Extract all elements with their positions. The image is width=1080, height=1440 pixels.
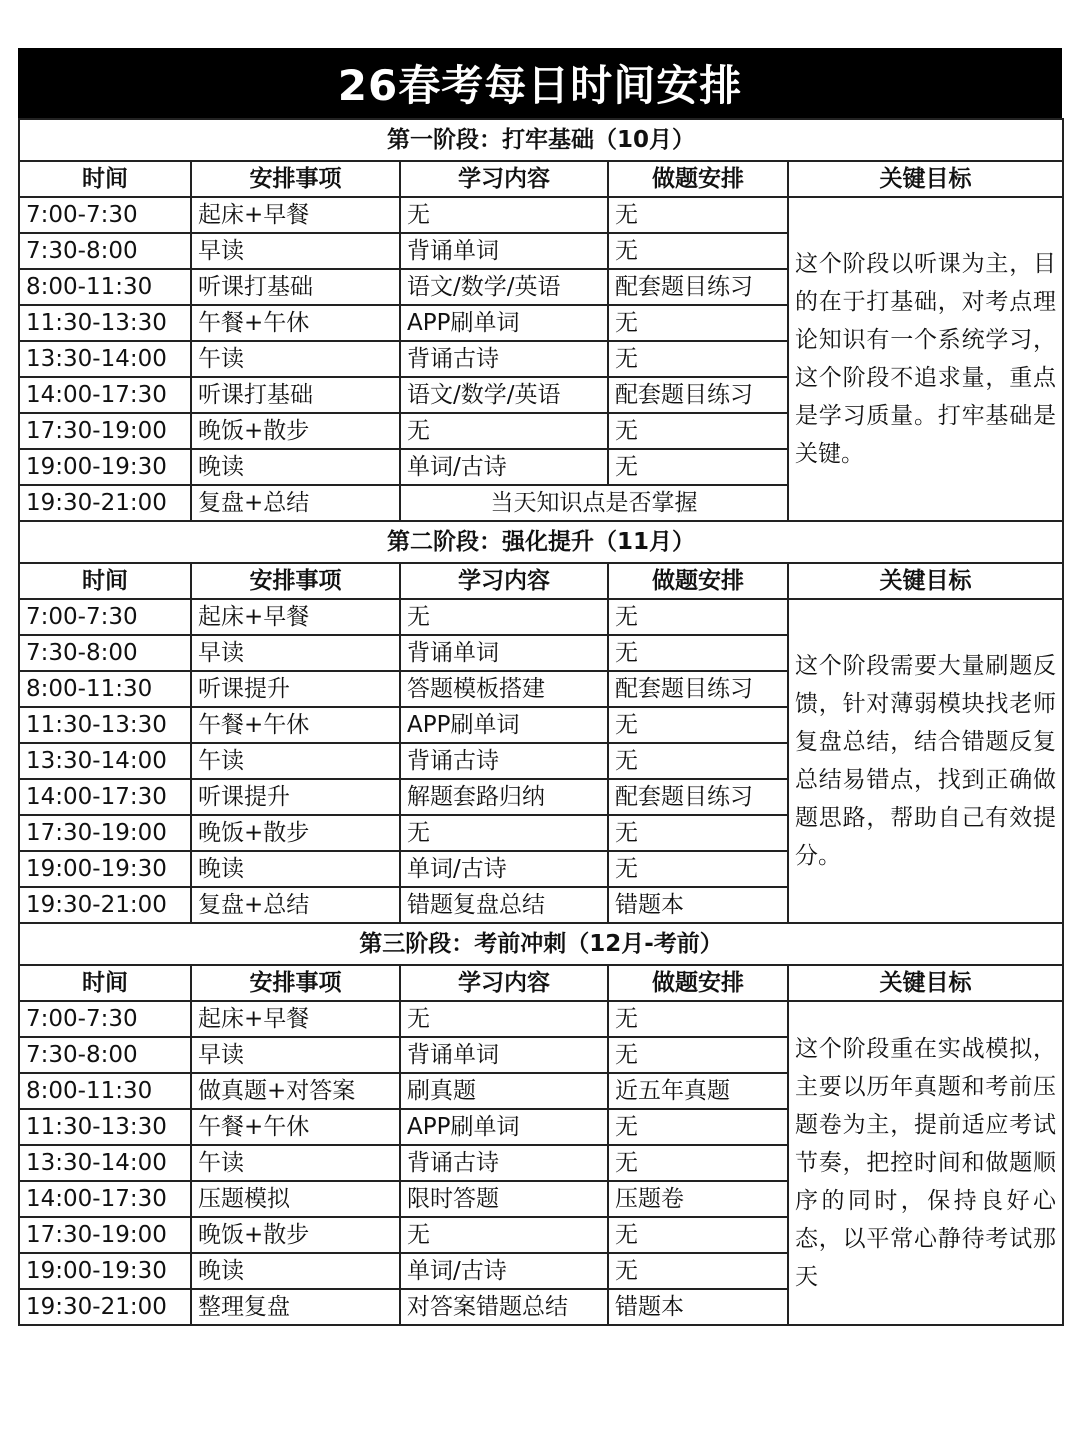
item-cell: 晚饭+散步 bbox=[191, 1217, 400, 1253]
item-cell: 听课打基础 bbox=[191, 269, 400, 305]
time-cell: 14:00-17:30 bbox=[19, 1181, 191, 1217]
item-cell: 做真题+对答案 bbox=[191, 1073, 400, 1109]
content-cell: 背诵单词 bbox=[400, 635, 608, 671]
item-cell: 晚读 bbox=[191, 851, 400, 887]
practice-cell: 错题本 bbox=[608, 1289, 788, 1325]
header-content: 学习内容 bbox=[400, 965, 608, 1001]
header-content: 学习内容 bbox=[400, 161, 608, 197]
time-cell: 7:00-7:30 bbox=[19, 599, 191, 635]
content-cell: 无 bbox=[400, 1001, 608, 1037]
practice-cell: 压题卷 bbox=[608, 1181, 788, 1217]
time-cell: 19:30-21:00 bbox=[19, 485, 191, 521]
practice-cell: 无 bbox=[608, 815, 788, 851]
practice-cell: 无 bbox=[608, 707, 788, 743]
header-row bbox=[19, 563, 1063, 599]
time-cell: 8:00-11:30 bbox=[19, 671, 191, 707]
practice-cell: 无 bbox=[608, 233, 788, 269]
practice-cell: 无 bbox=[608, 1145, 788, 1181]
item-cell: 整理复盘 bbox=[191, 1289, 400, 1325]
time-cell: 14:00-17:30 bbox=[19, 377, 191, 413]
content-cell: 无 bbox=[400, 197, 608, 233]
content-cell: 无 bbox=[400, 1217, 608, 1253]
content-cell: 背诵单词 bbox=[400, 1037, 608, 1073]
content-cell: 单词/古诗 bbox=[400, 1253, 608, 1289]
time-cell: 11:30-13:30 bbox=[19, 305, 191, 341]
time-cell: 11:30-13:30 bbox=[19, 1109, 191, 1145]
practice-cell: 配套题目练习 bbox=[608, 269, 788, 305]
practice-cell: 无 bbox=[608, 851, 788, 887]
item-cell: 听课提升 bbox=[191, 671, 400, 707]
header-item: 安排事项 bbox=[191, 965, 400, 1001]
item-cell: 听课提升 bbox=[191, 779, 400, 815]
header-goal: 关键目标 bbox=[788, 965, 1063, 1001]
content-cell: 刷真题 bbox=[400, 1073, 608, 1109]
header-row bbox=[19, 161, 1063, 197]
time-cell: 13:30-14:00 bbox=[19, 341, 191, 377]
content-cell: 无 bbox=[400, 599, 608, 635]
stage-title: 第一阶段：打牢基础（10月） bbox=[19, 119, 1063, 161]
time-cell: 11:30-13:30 bbox=[19, 707, 191, 743]
content-cell: 对答案错题总结 bbox=[400, 1289, 608, 1325]
content-cell: 答题模板搭建 bbox=[400, 671, 608, 707]
item-cell: 午餐+午休 bbox=[191, 707, 400, 743]
content-cell: 单词/古诗 bbox=[400, 851, 608, 887]
content-cell: 解题套路归纳 bbox=[400, 779, 608, 815]
time-cell: 7:30-8:00 bbox=[19, 635, 191, 671]
time-cell: 7:30-8:00 bbox=[19, 1037, 191, 1073]
practice-cell: 配套题目练习 bbox=[608, 671, 788, 707]
practice-cell: 无 bbox=[608, 635, 788, 671]
time-cell: 8:00-11:30 bbox=[19, 1073, 191, 1109]
time-cell: 19:30-21:00 bbox=[19, 1289, 191, 1325]
header-goal: 关键目标 bbox=[788, 563, 1063, 599]
time-cell: 7:00-7:30 bbox=[19, 197, 191, 233]
item-cell: 早读 bbox=[191, 635, 400, 671]
item-cell: 晚饭+散步 bbox=[191, 413, 400, 449]
time-cell: 17:30-19:00 bbox=[19, 1217, 191, 1253]
item-cell: 晚饭+散步 bbox=[191, 815, 400, 851]
practice-cell: 无 bbox=[608, 743, 788, 779]
item-cell: 午读 bbox=[191, 743, 400, 779]
schedule-table bbox=[18, 118, 1064, 1326]
header-content: 学习内容 bbox=[400, 563, 608, 599]
content-cell: 背诵单词 bbox=[400, 233, 608, 269]
practice-cell: 无 bbox=[608, 197, 788, 233]
time-cell: 17:30-19:00 bbox=[19, 413, 191, 449]
content-cell: 无 bbox=[400, 815, 608, 851]
item-cell: 晚读 bbox=[191, 449, 400, 485]
time-cell: 19:00-19:30 bbox=[19, 851, 191, 887]
practice-cell: 配套题目练习 bbox=[608, 779, 788, 815]
time-cell: 19:00-19:30 bbox=[19, 449, 191, 485]
item-cell: 午读 bbox=[191, 341, 400, 377]
content-cell: 错题复盘总结 bbox=[400, 887, 608, 923]
content-cell: 限时答题 bbox=[400, 1181, 608, 1217]
content-cell: APP刷单词 bbox=[400, 707, 608, 743]
header-goal: 关键目标 bbox=[788, 161, 1063, 197]
practice-cell: 无 bbox=[608, 1109, 788, 1145]
content-cell: 单词/古诗 bbox=[400, 449, 608, 485]
item-cell: 午餐+午休 bbox=[191, 1109, 400, 1145]
time-cell: 17:30-19:00 bbox=[19, 815, 191, 851]
header-time: 时间 bbox=[19, 161, 191, 197]
table-row bbox=[19, 197, 1063, 233]
header-item: 安排事项 bbox=[191, 161, 400, 197]
content-cell: 无 bbox=[400, 413, 608, 449]
practice-cell: 无 bbox=[608, 1001, 788, 1037]
item-cell: 起床+早餐 bbox=[191, 1001, 400, 1037]
practice-cell: 无 bbox=[608, 1253, 788, 1289]
page-title: 26春考每日时间安排 bbox=[18, 48, 1062, 118]
stage-title: 第二阶段：强化提升（11月） bbox=[19, 521, 1063, 563]
time-cell: 7:00-7:30 bbox=[19, 1001, 191, 1037]
practice-cell: 无 bbox=[608, 1217, 788, 1253]
practice-cell: 无 bbox=[608, 449, 788, 485]
item-cell: 压题模拟 bbox=[191, 1181, 400, 1217]
header-practice: 做题安排 bbox=[608, 563, 788, 599]
header-item: 安排事项 bbox=[191, 563, 400, 599]
content-cell: 背诵古诗 bbox=[400, 341, 608, 377]
time-cell: 13:30-14:00 bbox=[19, 743, 191, 779]
time-cell: 14:00-17:30 bbox=[19, 779, 191, 815]
item-cell: 起床+早餐 bbox=[191, 599, 400, 635]
table-row bbox=[19, 599, 1063, 635]
time-cell: 8:00-11:30 bbox=[19, 269, 191, 305]
item-cell: 晚读 bbox=[191, 1253, 400, 1289]
practice-cell: 配套题目练习 bbox=[608, 377, 788, 413]
schedule-sheet bbox=[18, 48, 1062, 1326]
item-cell: 午读 bbox=[191, 1145, 400, 1181]
time-cell: 19:30-21:00 bbox=[19, 887, 191, 923]
content-cell: 背诵古诗 bbox=[400, 743, 608, 779]
item-cell: 复盘+总结 bbox=[191, 485, 400, 521]
header-row bbox=[19, 965, 1063, 1001]
header-practice: 做题安排 bbox=[608, 161, 788, 197]
header-practice: 做题安排 bbox=[608, 965, 788, 1001]
key-goal-text: 这个阶段以听课为主，目的在于打基础，对考点理论知识有一个系统学习，这个阶段不追求量，重点是学习质量。打牢基础是关键。 bbox=[788, 197, 1063, 521]
item-cell: 复盘+总结 bbox=[191, 887, 400, 923]
time-cell: 13:30-14:00 bbox=[19, 1145, 191, 1181]
time-cell: 7:30-8:00 bbox=[19, 233, 191, 269]
practice-cell: 无 bbox=[608, 599, 788, 635]
stage-title-row bbox=[19, 521, 1063, 563]
practice-cell: 无 bbox=[608, 305, 788, 341]
header-time: 时间 bbox=[19, 563, 191, 599]
key-goal-text: 这个阶段重在实战模拟，主要以历年真题和考前压题卷为主，提前适应考试节奏，把控时间和做题顺序的同时，保持良好心态，以平常心静待考试那天 bbox=[788, 1001, 1063, 1325]
content-cell: 语文/数学/英语 bbox=[400, 269, 608, 305]
item-cell: 早读 bbox=[191, 1037, 400, 1073]
item-cell: 午餐+午休 bbox=[191, 305, 400, 341]
key-goal-text: 这个阶段需要大量刷题反馈，针对薄弱模块找老师复盘总结，结合错题反复总结易错点，找到正确做题思路，帮助自己有效提分。 bbox=[788, 599, 1063, 923]
table-row bbox=[19, 1001, 1063, 1037]
practice-cell: 无 bbox=[608, 1037, 788, 1073]
stage-title-row bbox=[19, 923, 1063, 965]
practice-cell: 错题本 bbox=[608, 887, 788, 923]
practice-cell: 无 bbox=[608, 341, 788, 377]
stage-title-row bbox=[19, 119, 1063, 161]
item-cell: 早读 bbox=[191, 233, 400, 269]
stage-title: 第三阶段：考前冲刺（12月-考前） bbox=[19, 923, 1063, 965]
header-time: 时间 bbox=[19, 965, 191, 1001]
content-cell: 语文/数学/英语 bbox=[400, 377, 608, 413]
merged-content-cell: 当天知识点是否掌握 bbox=[400, 485, 788, 521]
content-cell: APP刷单词 bbox=[400, 1109, 608, 1145]
item-cell: 起床+早餐 bbox=[191, 197, 400, 233]
practice-cell: 无 bbox=[608, 413, 788, 449]
practice-cell: 近五年真题 bbox=[608, 1073, 788, 1109]
item-cell: 听课打基础 bbox=[191, 377, 400, 413]
content-cell: 背诵古诗 bbox=[400, 1145, 608, 1181]
time-cell: 19:00-19:30 bbox=[19, 1253, 191, 1289]
content-cell: APP刷单词 bbox=[400, 305, 608, 341]
